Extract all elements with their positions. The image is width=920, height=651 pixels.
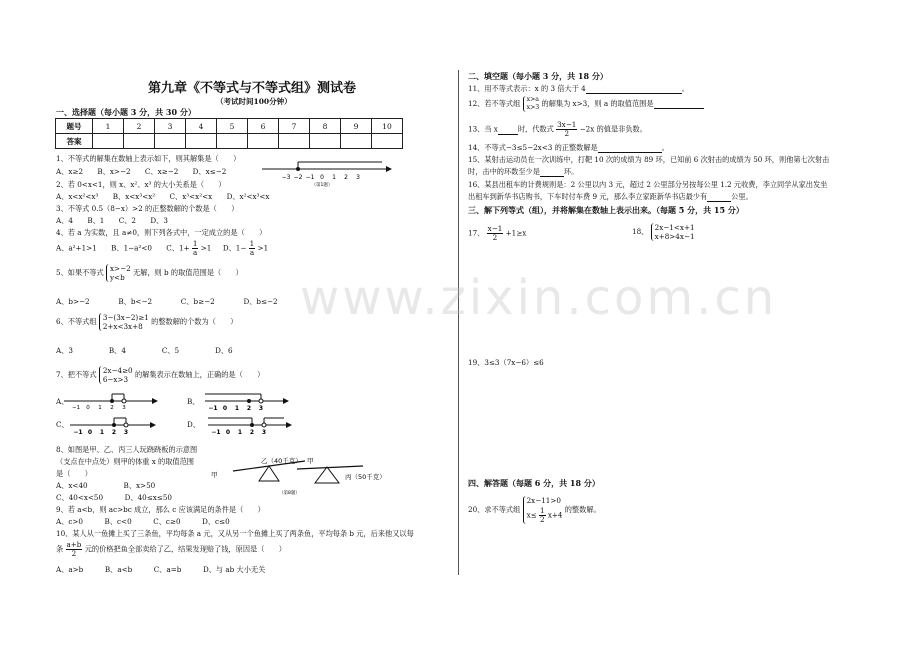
fraction-numerator: 3x−1 <box>557 120 577 129</box>
axis-tick-label: −1 <box>71 405 81 411</box>
system-line: x>a <box>526 96 539 103</box>
q7-option-a-line <box>64 392 159 416</box>
system-text: x≤ <box>526 510 537 520</box>
axis-tick-label: 1 <box>234 405 240 412</box>
option-label-a: A、 <box>56 397 69 406</box>
question-15-line2 <box>468 167 578 177</box>
system-line: 2x−11>0 <box>526 496 561 505</box>
fraction <box>66 541 83 558</box>
axis-tick-label: 0 <box>320 174 324 181</box>
question-16-line2 <box>468 192 753 202</box>
option-text: D、1− <box>222 243 247 253</box>
question-8-line3: 是（ ） <box>56 469 92 478</box>
axis-tick-label: −2 <box>293 174 303 181</box>
option-text: A、a²+1>1 B、1−a²<0 C、1+ <box>56 243 190 253</box>
answer-blank[interactable] <box>598 143 662 153</box>
answer-cell[interactable] <box>310 134 341 149</box>
question-text: 条 <box>56 544 64 554</box>
table-cell: 9 <box>341 119 372 134</box>
axis-tick-label: 1 <box>332 174 336 181</box>
axis-tick-label: 2 <box>110 405 114 411</box>
question-text: 14、不等式−3≤5−2x<3 的正整数解是 <box>468 143 598 152</box>
system-line <box>527 507 563 524</box>
answer-blank[interactable] <box>498 125 518 135</box>
table-cell: 10 <box>372 119 403 134</box>
question-12 <box>468 96 704 112</box>
question-text: 的整数解。 <box>564 505 601 514</box>
question-10-options: A、a>b B、a<b C、a=b D、与 ab 大小无关 <box>56 565 266 574</box>
answer-blank[interactable] <box>707 192 731 202</box>
question-text: 11、用不等式表示：x 的 3 倍大于 4 <box>468 84 586 93</box>
question-text: 12、若不等式组 <box>468 99 521 108</box>
option-label-b: B、 <box>187 397 200 406</box>
question-5 <box>56 264 243 282</box>
question-text: 出租车到新华书店购书，下车时付车费 9 元，那么李立家距新华书店最少有 <box>468 192 708 201</box>
inequality-system <box>106 264 131 282</box>
section4-heading: 四、解答题（每题 6 分，共 18 分） <box>468 478 600 488</box>
question-16-line1: 16、某县出租车的计费规则是：2 公里以内 3 元，超过 2 公里部分另按每公里 1.2 元收费，李立同学从家出发坐 <box>468 180 828 189</box>
axis-tick-label: 2 <box>246 405 252 412</box>
seesaw-figure <box>205 455 405 500</box>
answer-cell[interactable] <box>341 134 372 149</box>
axis-tick-label: −1 <box>305 174 315 181</box>
answer-cell[interactable] <box>186 134 217 149</box>
question-text: 18、 <box>632 227 649 236</box>
table-row <box>56 134 403 149</box>
question-9: 9、若 a<b，则 ac>bc 成立，那么 c 应该满足的条件是（ ） <box>56 505 265 514</box>
question-text: 的解集为 x>3，则 a 的取值范围是 <box>541 99 654 108</box>
system-line: x>3 <box>526 104 540 111</box>
question-5-options: A、b>−2 B、b<−2 C、b≥−2 D、b≤−2 <box>56 297 278 306</box>
question-4: 4、若 a 为实数，且 a≠0，则下列各式中，一定成立的是（ ） <box>56 228 267 237</box>
question-text: −2x 的值是非负数。 <box>579 124 647 134</box>
table-cell: 3 <box>155 119 186 134</box>
q1-number-line <box>262 160 392 188</box>
watermark: www.zixin.com.cn <box>300 270 778 326</box>
question-text: 13、当 x <box>468 124 498 134</box>
label-jia: 甲 <box>211 471 218 479</box>
question-1: 1、不等式的解集在数轴上表示如下，则其解集是（ ） <box>56 154 241 163</box>
table-cell: 8 <box>310 119 341 134</box>
section1-heading: 一、选择题（每小题 3 分，共 30 分） <box>56 107 196 117</box>
inequality-system <box>651 223 695 241</box>
question-text: 7、把不等式 <box>56 370 97 379</box>
label-yi: 乙（40千克） <box>261 457 302 465</box>
system-line: 6−x>3 <box>102 375 129 384</box>
figure-caption: （第1题） <box>311 183 333 188</box>
question-text: 时，击中的环数至少是 <box>468 167 540 176</box>
fraction-denominator: 2 <box>492 233 498 242</box>
axis-tick-label: −1 <box>73 429 83 436</box>
question-14: 14、不等式−3≤5−2x<3 的正整数解是 。 <box>468 143 669 152</box>
question-18 <box>632 223 695 241</box>
question-8-line2: （支点在中点处）则甲的体重 x 的取值范围 <box>56 457 194 466</box>
question-text: 6、不等式组 <box>56 317 97 326</box>
answer-blank[interactable] <box>540 167 564 177</box>
question-10-line1: 10、某人从一鱼摊上买了三条鱼，平均每条 a 元，又从另一个鱼摊上买了两条鱼，平均每条 b 元，后来他又以每 <box>56 529 414 538</box>
fraction-numerator: 1 <box>192 239 198 248</box>
system-line: x>−2 <box>110 264 131 273</box>
axis-tick-label: 3 <box>356 174 360 181</box>
label-jia-2: 甲 <box>307 457 314 465</box>
q7-option-c-line <box>70 416 160 440</box>
axis-tick-label: 0 <box>86 405 90 411</box>
question-4-options <box>56 240 268 257</box>
system-line: 2x−4≥0 <box>102 366 133 375</box>
fraction <box>249 240 256 257</box>
table-cell: 2 <box>124 119 155 134</box>
answer-cell[interactable] <box>248 134 279 149</box>
answer-table <box>55 118 403 149</box>
q7-option-b-line <box>205 392 290 416</box>
question-text: 17、 <box>468 228 485 238</box>
system-line: x+8>4x−1 <box>654 232 695 241</box>
question-8-line1: 8、如图是甲、乙、丙三人玩跷跷板的示意图 <box>56 445 198 454</box>
question-text: 的整数解的个数为（ ） <box>151 317 238 326</box>
system-text: x+4 <box>547 510 563 520</box>
axis-tick-label: 2 <box>111 429 117 436</box>
question-20 <box>468 496 601 524</box>
axis-tick-label: 1 <box>99 429 105 436</box>
system-line: 2x−1<x+1 <box>654 223 695 232</box>
fraction-denominator: 2 <box>564 129 570 138</box>
question-text: +1≥x <box>505 228 527 238</box>
page-title: 第九章《不等式与不等式组》测试卷 <box>148 81 357 96</box>
question-8-options-1: A、x<40 B、x>50 <box>56 481 156 490</box>
question-3-options: A、4 B、1 C、2 D、3 <box>56 216 168 225</box>
axis-tick-label: 1 <box>98 405 102 411</box>
fraction <box>192 240 199 257</box>
question-10-line2 <box>56 541 286 558</box>
question-6 <box>56 313 237 331</box>
answer-cell[interactable] <box>372 134 403 149</box>
question-text: 的解集表示在数轴上，正确的是（ ） <box>134 370 265 379</box>
question-2-options: A、x<x²<x³ B、x<x³<x² C、x³<x²<x D、x²<x³<x <box>56 192 270 201</box>
question-text: 公里。 <box>731 192 753 201</box>
question-7 <box>56 366 264 384</box>
question-3: 3、不等式 0.5（8−x）>2 的正整数解的个数是（ ） <box>56 204 239 213</box>
option-label-c: C、 <box>56 420 69 429</box>
option-label-d: D、 <box>187 420 200 429</box>
question-text: 5、如果不等式 <box>56 268 104 277</box>
fraction-denominator: a <box>249 248 255 257</box>
fraction-numerator: 1 <box>249 239 255 248</box>
table-header-cell: 答案 <box>56 134 93 149</box>
fraction <box>539 507 546 524</box>
system-line: 2+x<3x+8 <box>102 322 143 331</box>
answer-blank[interactable] <box>586 84 682 94</box>
answer-cell[interactable] <box>279 134 310 149</box>
fraction <box>487 225 504 242</box>
answer-blank[interactable] <box>654 99 704 109</box>
option-text: >1 <box>257 243 269 253</box>
axis-tick-label: 0 <box>87 429 93 436</box>
table-cell: 5 <box>217 119 248 134</box>
fraction-numerator: x−1 <box>487 224 503 233</box>
axis-tick-label: −3 <box>281 174 291 181</box>
fraction-denominator: 2 <box>71 549 77 558</box>
question-text: 无解，则 b 的取值范围是（ ） <box>132 268 243 277</box>
axis-tick-label: 3 <box>122 405 126 411</box>
table-cell: 7 <box>279 119 310 134</box>
table-header-cell: 题号 <box>56 119 93 134</box>
answer-cell[interactable] <box>93 134 124 149</box>
fraction-denominator: a <box>193 248 198 257</box>
answer-cell[interactable] <box>155 134 186 149</box>
answer-cell[interactable] <box>217 134 248 149</box>
question-15-line1: 15、某射击运动员在一次训练中，打靶 10 次的成绩为 89 环，已知前 6 次射击的成绩为 50 环，则他第七次射击 <box>468 155 830 164</box>
axis-tick-label: −1 <box>208 405 218 412</box>
question-text: 元的价格把鱼全部卖给了乙，结果发现赔了钱，原因是（ ） <box>84 544 286 554</box>
option-text: >1 <box>200 243 212 253</box>
axis-tick-label: 3 <box>123 429 129 436</box>
question-19: 19、3≤3（7x−6）≤6 <box>468 358 544 367</box>
question-6-options: A、3 B、4 C、5 D、6 <box>56 346 233 355</box>
q7-option-d-line <box>208 416 293 440</box>
question-text: 20、求不等式组 <box>468 505 521 514</box>
question-1-options: A、x≥2 B、x>−2 C、x≥−2 D、x≤−2 <box>56 167 227 176</box>
inequality-system <box>523 96 540 112</box>
question-13 <box>468 121 647 138</box>
system-line: 3−(3x−2)≥1 <box>102 313 149 322</box>
table-row <box>56 119 403 134</box>
question-text: 时，代数式 <box>517 124 554 134</box>
axis-tick-label: 2 <box>344 174 348 181</box>
exam-duration: （考试时间100分钟） <box>216 97 292 106</box>
answer-cell[interactable] <box>124 134 155 149</box>
table-cell: 1 <box>93 119 124 134</box>
fraction-numerator: 1 <box>539 506 545 515</box>
axis-tick-label: 0 <box>225 429 231 436</box>
fraction-numerator: a+b <box>66 540 82 549</box>
axis-tick-label: 3 <box>258 405 264 412</box>
question-17 <box>468 225 526 242</box>
fraction-denominator: 2 <box>539 515 545 524</box>
system-line: y<b <box>110 273 125 282</box>
table-cell: 4 <box>186 119 217 134</box>
fraction <box>556 121 577 138</box>
axis-tick-label: 0 <box>222 405 228 412</box>
axis-tick-label: −1 <box>211 429 221 436</box>
section3-heading: 三、解下列等式（组），并将解集在数轴上表示出来。（每题 5 分，共 15 分） <box>468 205 744 215</box>
axis-tick-label: 2 <box>249 429 255 436</box>
table-cell: 6 <box>248 119 279 134</box>
figure-caption: （第8题） <box>279 491 300 496</box>
question-9-options: A、c>0 B、c<0 C、c≥0 D、c≤0 <box>56 517 230 526</box>
inequality-system <box>99 366 133 384</box>
axis-tick-label: 3 <box>261 429 267 436</box>
question-text: 环。 <box>563 167 579 176</box>
question-8-options-2: C、40<x<50 D、40≤x≤50 <box>56 493 172 502</box>
question-11: 11、用不等式表示：x 的 3 倍大于 4 。 <box>468 84 689 93</box>
inequality-system <box>523 496 563 524</box>
question-2: 2、若 0<x<1，则 x、x²、x³ 的大小关系是（ ） <box>56 180 226 189</box>
axis-tick-label: 1 <box>237 429 243 436</box>
inequality-system <box>99 313 149 331</box>
label-bing: 丙（50千克） <box>345 473 386 481</box>
section2-heading: 二、填空题（每小题 3 分，共 18 分） <box>468 71 608 81</box>
